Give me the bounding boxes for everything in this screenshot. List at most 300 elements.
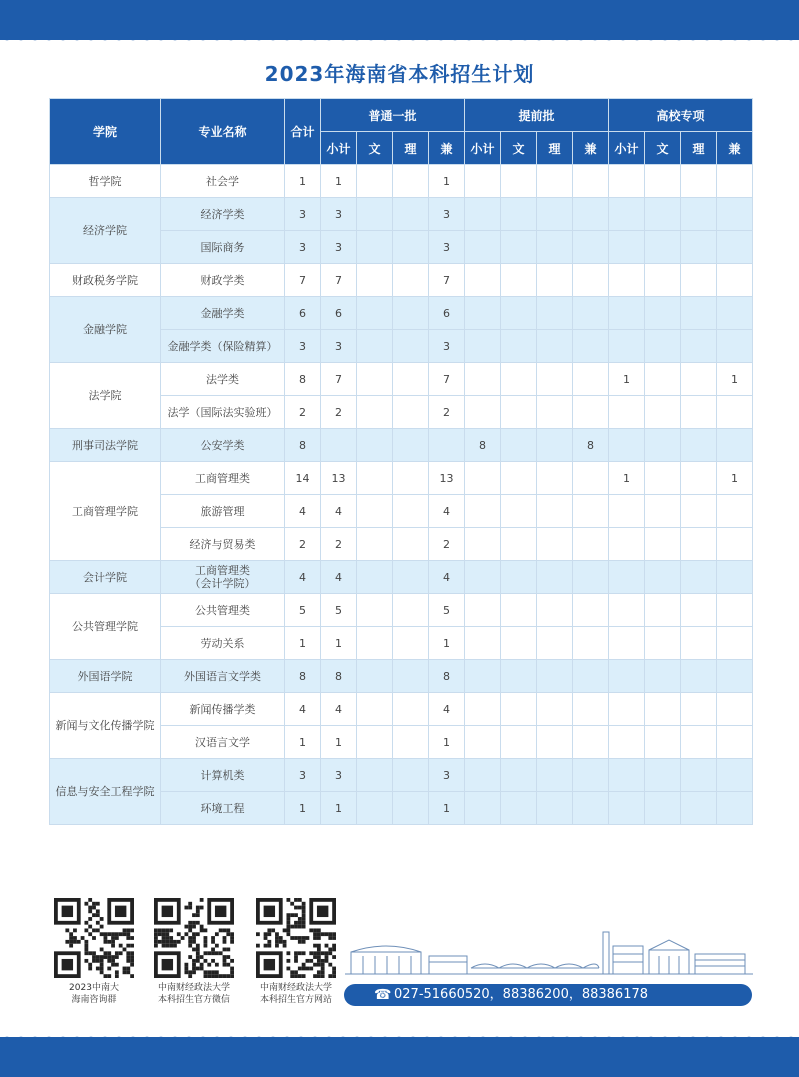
quota-cell: [717, 429, 753, 462]
quota-cell: [537, 264, 573, 297]
quota-cell: [717, 165, 753, 198]
phone-numbers: 027-51660520，88386200，88386178: [394, 987, 649, 1002]
quota-cell: [501, 165, 537, 198]
subheader-cell: 文: [357, 132, 393, 165]
quota-cell: [357, 396, 393, 429]
table-body: [50, 165, 753, 825]
quota-cell: [609, 396, 645, 429]
college-cell: 法学院: [50, 363, 161, 429]
quota-cell: [537, 627, 573, 660]
quota-cell: [681, 231, 717, 264]
table-row: [50, 165, 753, 198]
quota-cell: [681, 495, 717, 528]
quota-cell: [501, 627, 537, 660]
qr-block-website: [255, 898, 337, 1006]
qr-code-icon: [54, 898, 134, 978]
subheader-cell: 理: [393, 132, 429, 165]
quota-cell: [501, 495, 537, 528]
quota-cell: [537, 330, 573, 363]
quota-cell: [501, 396, 537, 429]
total-cell: 3: [285, 231, 321, 264]
quota-cell: 1: [429, 165, 465, 198]
quota-cell: [357, 693, 393, 726]
quota-cell: [465, 792, 501, 825]
quota-cell: [465, 495, 501, 528]
quota-cell: [573, 726, 609, 759]
quota-cell: [645, 495, 681, 528]
quota-cell: [645, 363, 681, 396]
table-row: [50, 759, 753, 792]
quota-cell: 2: [429, 396, 465, 429]
major-cell: 金融学类: [161, 297, 285, 330]
enrollment-plan-table: [49, 98, 753, 825]
college-cell: 刑事司法学院: [50, 429, 161, 462]
quota-cell: [465, 726, 501, 759]
quota-cell: [357, 462, 393, 495]
quota-cell: [501, 429, 537, 462]
quota-cell: [357, 660, 393, 693]
quota-cell: [465, 231, 501, 264]
quota-cell: [501, 561, 537, 594]
quota-cell: [501, 759, 537, 792]
quota-cell: [501, 660, 537, 693]
quota-cell: [537, 528, 573, 561]
total-cell: 3: [285, 759, 321, 792]
quota-cell: [717, 594, 753, 627]
table-header: [50, 99, 753, 165]
quota-cell: [501, 264, 537, 297]
quota-cell: [717, 759, 753, 792]
qr-caption: 2023中南大 海南咨询群: [69, 983, 119, 1005]
table-row: [50, 594, 753, 627]
quota-cell: [393, 660, 429, 693]
header-group-early-batch: 提前批: [465, 99, 609, 132]
major-cell: 国际商务: [161, 231, 285, 264]
major-cell: 金融学类（保险精算）: [161, 330, 285, 363]
quota-cell: [501, 297, 537, 330]
quota-cell: [681, 561, 717, 594]
quota-cell: [573, 165, 609, 198]
quota-cell: 7: [321, 363, 357, 396]
quota-cell: 1: [717, 363, 753, 396]
quota-cell: [357, 726, 393, 759]
total-cell: 1: [285, 165, 321, 198]
major-cell: 社会学: [161, 165, 285, 198]
major-cell: 新闻传播学类: [161, 693, 285, 726]
table-row: [50, 561, 753, 594]
quota-cell: [573, 594, 609, 627]
quota-cell: [465, 660, 501, 693]
quota-cell: [609, 198, 645, 231]
subheader-cell: 理: [537, 132, 573, 165]
quota-cell: [645, 330, 681, 363]
subheader-cell: 兼: [429, 132, 465, 165]
quota-cell: [465, 396, 501, 429]
quota-cell: [681, 198, 717, 231]
quota-cell: [501, 231, 537, 264]
quota-cell: [357, 297, 393, 330]
major-cell: 公共管理类: [161, 594, 285, 627]
subheader-cell: 小计: [465, 132, 501, 165]
major-cell: 环境工程: [161, 792, 285, 825]
major-cell: 工商管理类 （会计学院）: [161, 561, 285, 594]
quota-cell: [609, 594, 645, 627]
quota-cell: [645, 759, 681, 792]
quota-cell: [645, 693, 681, 726]
quota-cell: [501, 792, 537, 825]
quota-cell: [645, 528, 681, 561]
quota-cell: [573, 330, 609, 363]
quota-cell: [357, 429, 393, 462]
header-row-groups: [50, 99, 753, 132]
quota-cell: [717, 693, 753, 726]
quota-cell: [573, 627, 609, 660]
quota-cell: 1: [609, 462, 645, 495]
quota-cell: [717, 726, 753, 759]
quota-cell: 3: [321, 231, 357, 264]
quota-cell: [681, 429, 717, 462]
quota-cell: [501, 462, 537, 495]
quota-cell: [609, 561, 645, 594]
quota-cell: [321, 429, 357, 462]
quota-cell: [609, 231, 645, 264]
quota-cell: 1: [429, 627, 465, 660]
quota-cell: [573, 462, 609, 495]
quota-cell: [357, 198, 393, 231]
quota-cell: [681, 627, 717, 660]
qr-caption: 中南财经政法大学 本科招生官方微信: [157, 983, 230, 1005]
quota-cell: [465, 264, 501, 297]
total-cell: 14: [285, 462, 321, 495]
total-cell: 4: [285, 693, 321, 726]
quota-cell: 8: [429, 660, 465, 693]
quota-cell: [357, 528, 393, 561]
quota-cell: [465, 198, 501, 231]
quota-cell: [609, 495, 645, 528]
quota-cell: [393, 693, 429, 726]
total-cell: 8: [285, 429, 321, 462]
quota-cell: [465, 528, 501, 561]
quota-cell: [501, 528, 537, 561]
table-row: [50, 264, 753, 297]
total-cell: 3: [285, 330, 321, 363]
quota-cell: [393, 627, 429, 660]
quota-cell: [573, 693, 609, 726]
quota-cell: [573, 495, 609, 528]
quota-cell: [393, 264, 429, 297]
quota-cell: [357, 363, 393, 396]
quota-cell: [609, 264, 645, 297]
college-cell: 哲学院: [50, 165, 161, 198]
header-major: 专业名称: [161, 99, 285, 165]
major-cell: 公安学类: [161, 429, 285, 462]
quota-cell: [681, 594, 717, 627]
quota-cell: [393, 363, 429, 396]
quota-cell: 6: [429, 297, 465, 330]
quota-cell: [681, 693, 717, 726]
total-cell: 2: [285, 396, 321, 429]
quota-cell: [645, 165, 681, 198]
page-title: 2023年海南省本科招生计划: [264, 62, 535, 86]
quota-cell: [645, 396, 681, 429]
quota-cell: [645, 726, 681, 759]
header-total: 合计: [285, 99, 321, 165]
quota-cell: [681, 528, 717, 561]
quota-cell: [609, 165, 645, 198]
major-cell: 旅游管理: [161, 495, 285, 528]
quota-cell: 3: [321, 330, 357, 363]
header-group-special-program: 高校专项: [609, 99, 753, 132]
quota-cell: 1: [717, 462, 753, 495]
quota-cell: [393, 198, 429, 231]
quota-cell: [573, 231, 609, 264]
quota-cell: [573, 561, 609, 594]
quota-cell: 2: [429, 528, 465, 561]
quota-cell: [393, 462, 429, 495]
quota-cell: [609, 627, 645, 660]
quota-cell: [609, 330, 645, 363]
quota-cell: [717, 396, 753, 429]
quota-cell: [573, 264, 609, 297]
table-row: [50, 429, 753, 462]
quota-cell: 5: [321, 594, 357, 627]
subheader-cell: 兼: [717, 132, 753, 165]
quota-cell: [393, 165, 429, 198]
quota-cell: [609, 726, 645, 759]
quota-cell: [393, 594, 429, 627]
quota-cell: [717, 297, 753, 330]
quota-cell: 1: [429, 792, 465, 825]
quota-cell: [357, 561, 393, 594]
quota-cell: [717, 792, 753, 825]
quota-cell: [573, 198, 609, 231]
college-cell: 工商管理学院: [50, 462, 161, 561]
quota-cell: 2: [321, 528, 357, 561]
quota-cell: [393, 528, 429, 561]
quota-cell: [537, 198, 573, 231]
table-row: [50, 660, 753, 693]
quota-cell: [681, 792, 717, 825]
quota-cell: 1: [321, 165, 357, 198]
qr-code-icon: [154, 898, 234, 978]
table-row: [50, 198, 753, 231]
major-cell: 经济与贸易类: [161, 528, 285, 561]
quota-cell: 1: [321, 726, 357, 759]
qr-block-wechat: [153, 898, 235, 1006]
quota-cell: [393, 561, 429, 594]
quota-cell: [357, 792, 393, 825]
quota-cell: [717, 330, 753, 363]
quota-cell: [429, 429, 465, 462]
quota-cell: [609, 660, 645, 693]
total-cell: 5: [285, 594, 321, 627]
quota-cell: 3: [429, 759, 465, 792]
major-cell: 外国语言文学类: [161, 660, 285, 693]
quota-cell: [357, 264, 393, 297]
quota-cell: [645, 297, 681, 330]
quota-cell: 7: [321, 264, 357, 297]
major-cell: 劳动关系: [161, 627, 285, 660]
quota-cell: [537, 561, 573, 594]
quota-cell: 2: [321, 396, 357, 429]
header-college: 学院: [50, 99, 161, 165]
quota-cell: 1: [609, 363, 645, 396]
quota-cell: [681, 297, 717, 330]
campus-skyline-illustration: [345, 928, 753, 978]
quota-cell: [645, 462, 681, 495]
major-cell: 法学类: [161, 363, 285, 396]
quota-cell: [537, 165, 573, 198]
quota-cell: 6: [321, 297, 357, 330]
total-cell: 7: [285, 264, 321, 297]
quota-cell: 8: [321, 660, 357, 693]
subheader-cell: 文: [645, 132, 681, 165]
college-cell: 金融学院: [50, 297, 161, 363]
quota-cell: [357, 165, 393, 198]
quota-cell: [465, 462, 501, 495]
total-cell: 4: [285, 561, 321, 594]
qr-caption: 中南财经政法大学 本科招生官方网站: [259, 983, 332, 1005]
quota-cell: [681, 726, 717, 759]
quota-cell: [681, 660, 717, 693]
quota-cell: [393, 330, 429, 363]
quota-cell: [357, 330, 393, 363]
quota-cell: [717, 231, 753, 264]
quota-cell: [465, 297, 501, 330]
quota-cell: [357, 231, 393, 264]
quota-cell: [609, 759, 645, 792]
quota-cell: [573, 660, 609, 693]
quota-cell: [465, 594, 501, 627]
qr-block-consult-group: [53, 898, 135, 1006]
quota-cell: [645, 792, 681, 825]
quota-cell: [609, 528, 645, 561]
quota-cell: [717, 264, 753, 297]
quota-cell: [465, 363, 501, 396]
quota-cell: 4: [321, 561, 357, 594]
quota-cell: [357, 627, 393, 660]
quota-cell: [537, 429, 573, 462]
college-cell: 信息与安全工程学院: [50, 759, 161, 825]
major-cell: 工商管理类: [161, 462, 285, 495]
quota-cell: [717, 561, 753, 594]
quota-cell: [573, 792, 609, 825]
major-cell: 经济学类: [161, 198, 285, 231]
quota-cell: [573, 528, 609, 561]
quota-cell: [717, 495, 753, 528]
subheader-cell: 兼: [573, 132, 609, 165]
quota-cell: 13: [429, 462, 465, 495]
table-row: [50, 363, 753, 396]
qr-code-icon: [256, 898, 336, 978]
quota-cell: [537, 297, 573, 330]
quota-cell: [537, 396, 573, 429]
quota-cell: [645, 561, 681, 594]
quota-cell: [465, 693, 501, 726]
quota-cell: [717, 627, 753, 660]
quota-cell: [681, 330, 717, 363]
quota-cell: [717, 198, 753, 231]
quota-cell: [501, 198, 537, 231]
quota-cell: [393, 495, 429, 528]
phone-icon: ☎: [374, 987, 392, 1003]
total-cell: 3: [285, 198, 321, 231]
total-cell: 8: [285, 660, 321, 693]
quota-cell: [501, 726, 537, 759]
quota-cell: [357, 495, 393, 528]
quota-cell: [681, 165, 717, 198]
quota-cell: 7: [429, 264, 465, 297]
college-cell: 会计学院: [50, 561, 161, 594]
quota-cell: [573, 396, 609, 429]
major-cell: 财政学类: [161, 264, 285, 297]
quota-cell: [393, 759, 429, 792]
total-cell: 4: [285, 495, 321, 528]
subheader-cell: 小计: [321, 132, 357, 165]
total-cell: 1: [285, 726, 321, 759]
quota-cell: [501, 594, 537, 627]
quota-cell: [537, 594, 573, 627]
bottom-decorative-band: [0, 1037, 799, 1077]
quota-cell: [537, 726, 573, 759]
quota-cell: [681, 363, 717, 396]
quota-cell: 3: [429, 198, 465, 231]
quota-cell: 4: [429, 693, 465, 726]
quota-cell: [645, 660, 681, 693]
table-row: [50, 693, 753, 726]
quota-cell: [681, 759, 717, 792]
total-cell: 6: [285, 297, 321, 330]
quota-cell: [537, 495, 573, 528]
quota-cell: [609, 429, 645, 462]
table-row: [50, 462, 753, 495]
quota-cell: [537, 363, 573, 396]
major-cell: 法学（国际法实验班）: [161, 396, 285, 429]
quota-cell: 3: [321, 759, 357, 792]
subheader-cell: 小计: [609, 132, 645, 165]
quota-cell: 4: [321, 693, 357, 726]
contact-phone-bar: [344, 984, 752, 1006]
college-cell: 经济学院: [50, 198, 161, 264]
quota-cell: [645, 627, 681, 660]
quota-cell: [537, 693, 573, 726]
quota-cell: [609, 693, 645, 726]
quota-cell: [537, 231, 573, 264]
quota-cell: 1: [429, 726, 465, 759]
quota-cell: 3: [429, 330, 465, 363]
top-scallop-border: [0, 34, 799, 48]
total-cell: 2: [285, 528, 321, 561]
quota-cell: [465, 759, 501, 792]
quota-cell: [573, 759, 609, 792]
quota-cell: [465, 330, 501, 363]
subheader-cell: 文: [501, 132, 537, 165]
quota-cell: [537, 792, 573, 825]
quota-cell: [609, 792, 645, 825]
quota-cell: 5: [429, 594, 465, 627]
quota-cell: 3: [321, 198, 357, 231]
total-cell: 8: [285, 363, 321, 396]
quota-cell: 4: [321, 495, 357, 528]
quota-cell: [393, 429, 429, 462]
quota-cell: [573, 363, 609, 396]
quota-cell: 8: [573, 429, 609, 462]
quota-cell: [537, 462, 573, 495]
table-row: [50, 297, 753, 330]
major-cell: 汉语言文学: [161, 726, 285, 759]
quota-cell: [645, 594, 681, 627]
quota-cell: [393, 396, 429, 429]
